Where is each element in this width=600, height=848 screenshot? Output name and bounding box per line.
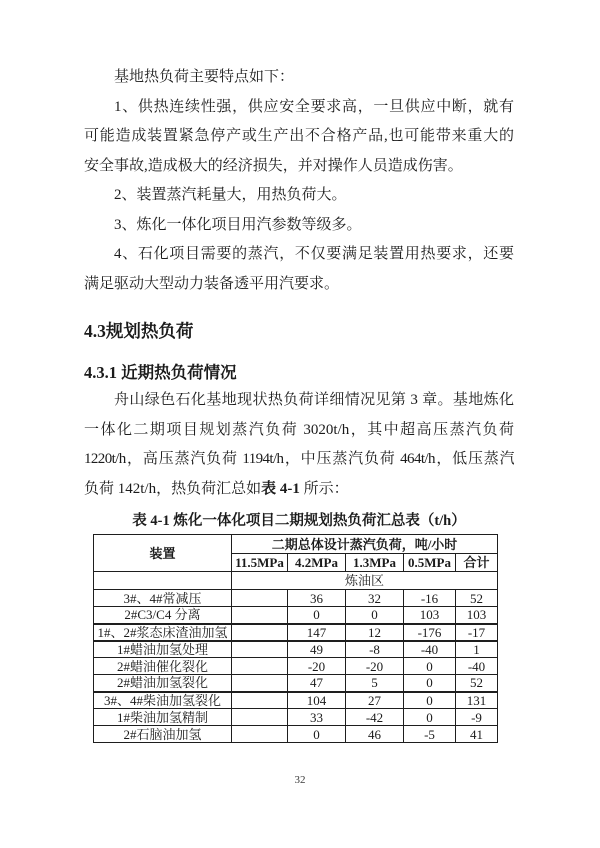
pressure-header-cell: 4.2MPa bbox=[288, 554, 346, 572]
device-cell: 2#C3/C4 分离 bbox=[94, 607, 232, 624]
value-cell: -16 bbox=[404, 590, 456, 607]
table-row bbox=[94, 675, 498, 692]
device-cell: 1#蜡油加氢处理 bbox=[94, 641, 232, 658]
table-row bbox=[94, 624, 498, 641]
value-cell: 0 bbox=[404, 675, 456, 692]
value-cell: 46 bbox=[346, 726, 404, 743]
table-row bbox=[94, 726, 498, 743]
value-cell bbox=[232, 692, 288, 709]
value-cell: 0 bbox=[404, 692, 456, 709]
value-cell bbox=[232, 590, 288, 607]
value-cell: 49 bbox=[288, 641, 346, 658]
value-cell: 52 bbox=[456, 675, 498, 692]
heat-load-table bbox=[93, 534, 498, 743]
value-cell bbox=[232, 675, 288, 692]
value-cell: 0 bbox=[404, 658, 456, 675]
value-cell bbox=[232, 641, 288, 658]
page-number: 32 bbox=[294, 774, 306, 786]
text-segment: 负荷 142t/h，热负荷汇总如 bbox=[84, 480, 262, 497]
value-cell: 47 bbox=[288, 675, 346, 692]
table-body bbox=[94, 572, 498, 743]
paragraph-line: 可能造成装置紧急停产或生产出不合格产品,也可能带来重大的 bbox=[84, 128, 514, 144]
value-cell: -42 bbox=[346, 709, 404, 726]
paragraph-line: 2、装置蒸汽耗量大，用热负荷大。 bbox=[114, 187, 347, 203]
value-cell bbox=[232, 607, 288, 624]
text-segment: 所示： bbox=[299, 480, 349, 497]
paragraph-line: 基地热负荷主要特点如下： bbox=[114, 69, 295, 85]
table-row bbox=[94, 590, 498, 607]
page-content bbox=[84, 63, 514, 743]
value-cell: 27 bbox=[346, 692, 404, 709]
table-row bbox=[94, 658, 498, 675]
device-cell: 1#、2#浆态床渣油加氢 bbox=[94, 624, 232, 641]
section-heading: 4.3规划热负荷 bbox=[84, 321, 194, 341]
paragraph-line: 安全事故,造成极大的经济损失，并对操作人员造成伤害。 bbox=[84, 157, 463, 174]
paragraph-line: 1、供热连续性强，供应安全要求高，一旦供应中断，就有 bbox=[114, 98, 514, 115]
value-cell: 103 bbox=[456, 607, 498, 624]
value-cell: -176 bbox=[404, 624, 456, 641]
section-row bbox=[94, 572, 498, 590]
value-cell: 32 bbox=[346, 590, 404, 607]
total-header-cell: 合计 bbox=[456, 554, 498, 572]
value-cell: 1 bbox=[456, 641, 498, 658]
value-cell: 0 bbox=[404, 709, 456, 726]
value-cell: 103 bbox=[404, 607, 456, 624]
value-cell: 0 bbox=[346, 607, 404, 624]
table-reference: 表 4-1 bbox=[261, 480, 300, 497]
subsection-heading: 4.3.1 近期热负荷情况 bbox=[84, 363, 237, 382]
value-cell: -40 bbox=[404, 641, 456, 658]
value-cell: -17 bbox=[456, 624, 498, 641]
value-cell: 41 bbox=[456, 726, 498, 743]
paragraph-line: 3、炼化一体化项目用汽参数等级多。 bbox=[114, 216, 362, 233]
value-cell: -8 bbox=[346, 641, 404, 658]
empty-cell bbox=[94, 572, 232, 590]
value-cell: 36 bbox=[288, 590, 346, 607]
value-cell: 52 bbox=[456, 590, 498, 607]
paragraph-line: 1220t/h，高压蒸汽负荷 1194t/h，中压蒸汽负荷 464t/h，低压蒸汽 bbox=[84, 451, 514, 467]
device-cell: 2#蜡油加氢裂化 bbox=[94, 675, 232, 692]
device-cell: 2#石脑油加氢 bbox=[94, 726, 232, 743]
value-cell: 104 bbox=[288, 692, 346, 709]
device-cell: 2#蜡油催化裂化 bbox=[94, 658, 232, 675]
table-row bbox=[94, 641, 498, 658]
value-cell: 33 bbox=[288, 709, 346, 726]
value-cell: -40 bbox=[456, 658, 498, 675]
device-cell: 3#、4#柴油加氢裂化 bbox=[94, 692, 232, 709]
value-cell: -5 bbox=[404, 726, 456, 743]
paragraph-line: 舟山绿色石化基地现状热负荷详细情况见第 3 章。基地炼化 bbox=[114, 392, 514, 408]
paragraph-line bbox=[84, 475, 514, 505]
value-cell: 131 bbox=[456, 692, 498, 709]
value-cell: 12 bbox=[346, 624, 404, 641]
value-cell: 147 bbox=[288, 624, 346, 641]
value-cell: -20 bbox=[288, 658, 346, 675]
pressure-header-cell: 11.5MPa bbox=[232, 554, 288, 572]
pressure-header-cell: 1.3MPa bbox=[346, 554, 404, 572]
value-cell: -9 bbox=[456, 709, 498, 726]
table-row bbox=[94, 709, 498, 726]
value-cell bbox=[232, 624, 288, 641]
pressure-header-cell: 0.5MPa bbox=[404, 554, 456, 572]
table-row bbox=[94, 607, 498, 624]
value-cell: 0 bbox=[288, 607, 346, 624]
paragraph-line: 满足驱动大型动力装备透平用汽要求。 bbox=[84, 275, 340, 292]
value-cell: 0 bbox=[288, 726, 346, 743]
device-header-cell: 装置 bbox=[94, 535, 232, 572]
group-header-cell: 二期总体设计蒸汽负荷，吨/小时 bbox=[232, 535, 498, 554]
table-title: 表 4-1 炼化一体化项目二期规划热负荷汇总表（t/h） bbox=[132, 513, 466, 529]
device-cell: 3#、4#常减压 bbox=[94, 590, 232, 607]
paragraph-line: 4、石化项目需要的蒸汽，不仅要满足装置用热要求，还要 bbox=[114, 246, 514, 262]
paragraph-line: 一体化二期项目规划蒸汽负荷 3020t/h，其中超高压蒸汽负荷 bbox=[84, 421, 514, 438]
value-cell bbox=[232, 726, 288, 743]
table-row bbox=[94, 692, 498, 709]
value-cell: -20 bbox=[346, 658, 404, 675]
device-cell: 1#柴油加氢精制 bbox=[94, 709, 232, 726]
section-label-cell: 炼油区 bbox=[232, 572, 498, 590]
value-cell bbox=[232, 709, 288, 726]
table-header-row bbox=[94, 535, 498, 554]
value-cell bbox=[232, 658, 288, 675]
value-cell: 5 bbox=[346, 675, 404, 692]
